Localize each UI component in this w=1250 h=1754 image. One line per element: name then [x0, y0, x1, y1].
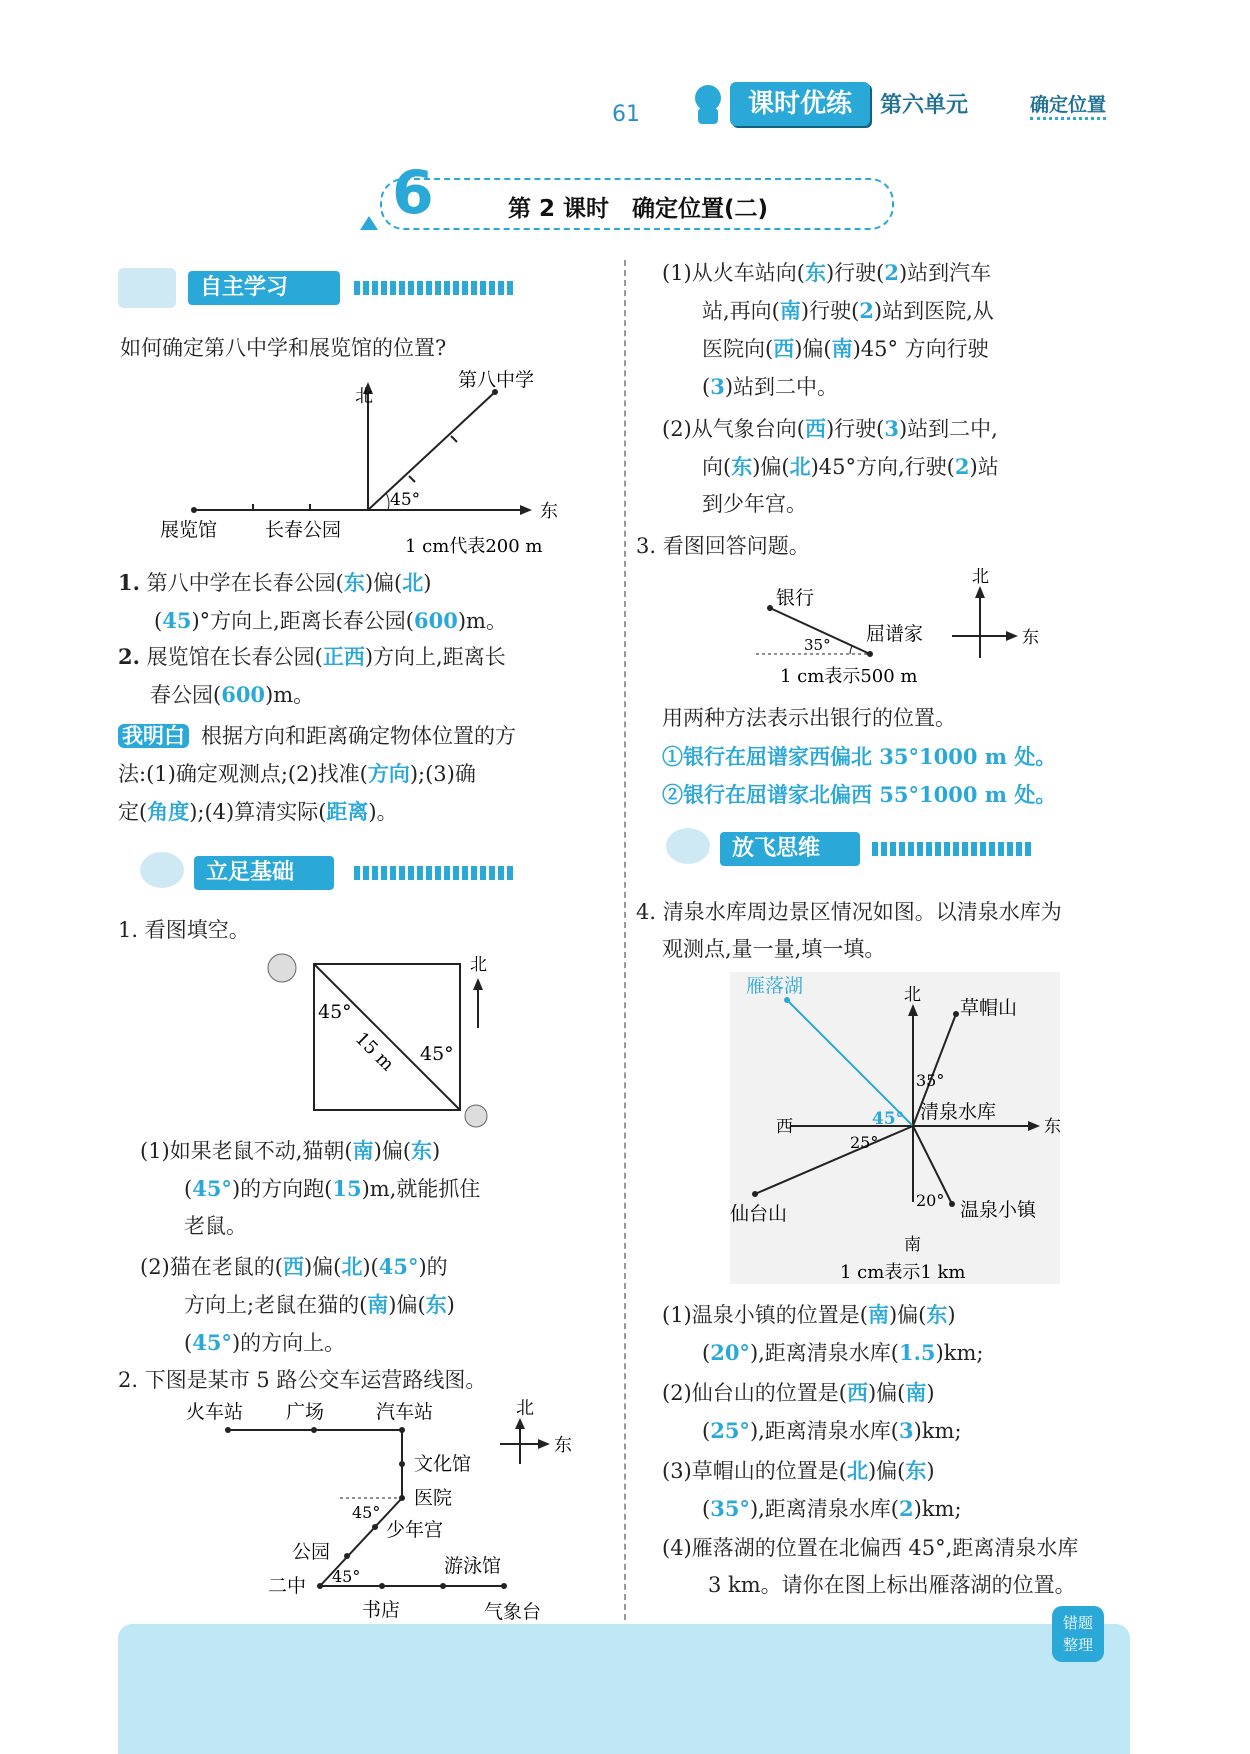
section-fly — [666, 828, 1036, 868]
text: (1)温泉小镇的位置是( — [662, 1303, 868, 1327]
text: )行驶( — [800, 299, 860, 323]
text: 定( — [118, 800, 148, 824]
answer: 距离 — [326, 799, 369, 824]
badge-line: 错题 — [1062, 1614, 1093, 1632]
text: )45° 方向行驶 — [852, 337, 989, 361]
text: )的方向跑( — [231, 1177, 333, 1201]
text: (3)草帽山的位置是( — [662, 1459, 847, 1483]
text: 站,再向( — [702, 299, 780, 323]
answer: 15 — [332, 1176, 362, 1201]
text: 4. 清泉水库周边景区情况如图。以清泉水库为 — [636, 900, 1062, 924]
q3-title: 3. 看图回答问题。 — [636, 534, 810, 558]
text: (2)仙台山的位置是( — [662, 1381, 847, 1405]
bank-diagram — [740, 568, 1060, 698]
lesson-number: 6 — [392, 158, 434, 228]
stop-label: 公园 — [292, 1541, 331, 1563]
self-study-question: 如何确定第八中学和展览馆的位置? — [120, 336, 447, 360]
answer: 西 — [773, 336, 795, 361]
text: )的方向上。 — [231, 1331, 346, 1355]
text: )行驶( — [825, 261, 885, 285]
angle-label: 35° — [804, 636, 831, 654]
answer: 20° — [710, 1340, 750, 1365]
text: ) — [446, 1293, 455, 1317]
section-stripe — [354, 281, 514, 295]
text: 根据方向和距离确定物体位置的方 — [201, 724, 516, 748]
error-notes-badge — [1052, 1606, 1104, 1662]
answer: 角度 — [147, 799, 190, 824]
text: 3 km。请你在图上标出雁落湖的位置。 — [708, 1573, 1076, 1597]
answer: 南 — [779, 298, 801, 323]
answer: 东 — [411, 1138, 433, 1163]
answer: 正西 — [322, 644, 365, 669]
text: )站到医院,从 — [873, 299, 994, 323]
text: ( — [184, 1331, 193, 1355]
text: (1)如果老鼠不动,猫朝( — [140, 1139, 353, 1163]
north-label: 北 — [904, 985, 921, 1005]
text: )。 — [368, 800, 398, 824]
hat-label: 草帽山 — [960, 997, 1018, 1019]
text: )偏( — [888, 1303, 927, 1327]
text: )偏( — [388, 1293, 426, 1317]
hotspring-label: 温泉小镇 — [960, 1199, 1037, 1221]
basics-q2-title: 2. 下图是某市 5 路公交车运营路线图。 — [118, 1368, 487, 1392]
wo-ming-bai-badge: 我明白 — [118, 724, 189, 748]
angle-label: 35° — [916, 1071, 945, 1090]
stop-label: 少年宫 — [386, 1519, 444, 1541]
angle-label: 45° — [420, 1043, 454, 1065]
section-stripe — [872, 842, 1032, 856]
reservoir-map — [720, 972, 1070, 1292]
text: )的 — [418, 1255, 448, 1279]
answer: 25° — [710, 1418, 750, 1443]
park-label: 长春公园 — [265, 519, 342, 541]
bird-icon — [666, 828, 710, 864]
text: 向( — [702, 455, 732, 479]
answer: 2 — [899, 1496, 914, 1521]
topic-label: 确定位置 — [1030, 90, 1106, 120]
text: ( — [702, 375, 711, 399]
text: 医院向( — [702, 337, 774, 361]
answer: 2 — [884, 260, 899, 285]
self-study-q2 — [118, 638, 618, 714]
text: ),距离清泉水库( — [749, 1341, 899, 1365]
answer: 东 — [926, 1302, 948, 1327]
answer: 3 — [710, 374, 725, 399]
center-label: 清泉水库 — [920, 1101, 997, 1123]
q3-answer-2: ②银行在屈谱家北偏西 55°1000 m 处。 — [662, 782, 1057, 807]
text: )偏( — [794, 337, 832, 361]
q-number: 1. — [118, 570, 140, 595]
cat-mouse-diagram — [250, 948, 510, 1128]
text: (1)从火车站向( — [662, 261, 805, 285]
answer: 南 — [367, 1292, 389, 1317]
text: )偏( — [373, 1139, 412, 1163]
stop-label: 火车站 — [186, 1401, 244, 1423]
text: )m,就能抓住 — [361, 1177, 481, 1201]
fill-answer-2 — [662, 1374, 1132, 1450]
stop-label: 气象台 — [484, 1601, 542, 1623]
answer: 方向 — [367, 761, 410, 786]
text: 观测点,量一量,填一填。 — [662, 937, 886, 961]
text: )( — [362, 1255, 379, 1279]
angle-label: 25° — [850, 1133, 879, 1152]
answer: 45° — [192, 1330, 232, 1355]
hall-label: 展览馆 — [160, 519, 218, 541]
unit-label: 第六单元 — [880, 93, 969, 118]
answer: 北 — [789, 454, 811, 479]
series-banner: 课时优练 — [730, 82, 870, 126]
text: )行驶( — [825, 417, 885, 441]
bus-route-map — [180, 1396, 600, 1626]
text: (4)雁落湖的位置在北偏西 45°,距离清泉水库 — [662, 1536, 1079, 1560]
text: )km; — [913, 1497, 962, 1521]
school-label: 第八中学 — [458, 370, 535, 391]
basics-p2 — [140, 1248, 620, 1362]
q3-text: 用两种方法表示出银行的位置。 — [662, 706, 956, 730]
mascot-icon — [686, 80, 730, 128]
text: (2)猫在老鼠的( — [140, 1255, 283, 1279]
angle-label: 45° — [352, 1503, 381, 1522]
answer: 北 — [341, 1254, 363, 1279]
answer: 西 — [804, 416, 826, 441]
answer: 2 — [859, 298, 874, 323]
stop-label: 书店 — [362, 1599, 401, 1621]
section-stripe — [354, 866, 514, 880]
answer: 北 — [402, 570, 424, 595]
answer: 45° — [378, 1254, 419, 1279]
text: )站到二中。 — [724, 375, 839, 399]
text: )偏( — [752, 455, 790, 479]
xiantai-label: 仙台山 — [730, 1203, 788, 1225]
summary — [118, 718, 618, 831]
answer: 1.5 — [899, 1340, 936, 1365]
text: )m。 — [457, 609, 507, 633]
pencil-icon — [118, 268, 176, 308]
q4-text — [636, 894, 1136, 968]
answer: 东 — [905, 1458, 927, 1483]
stop-label: 汽车站 — [376, 1401, 434, 1423]
section-title: 自主学习 — [188, 271, 340, 305]
east-label: 东 — [1022, 628, 1039, 648]
location-diagram-1 — [150, 370, 570, 560]
answer: 东 — [804, 260, 826, 285]
fill-answer-4 — [662, 1530, 1132, 1604]
q3-answer-1: ①银行在屈谱家西偏北 35°1000 m 处。 — [662, 744, 1057, 769]
section-title: 立足基础 — [194, 856, 334, 890]
north-label: 北 — [470, 955, 487, 975]
text: )°方向上,距离长春公园( — [191, 609, 414, 633]
bird-icon — [140, 852, 184, 888]
text: )km; — [913, 1419, 962, 1443]
distance-label: 15 m — [350, 1028, 398, 1076]
text: )偏( — [303, 1255, 342, 1279]
text: )偏( — [867, 1381, 906, 1405]
north-label: 北 — [972, 568, 989, 587]
text: ( — [702, 1497, 711, 1521]
answer: 东 — [343, 570, 365, 595]
text: )偏( — [364, 571, 403, 595]
bank-label: 银行 — [776, 587, 815, 609]
mouse-icon — [465, 1105, 487, 1127]
answer: 45 — [162, 608, 192, 633]
angle-label: 20° — [916, 1191, 945, 1210]
text: ) — [947, 1303, 956, 1327]
answer: 45° — [192, 1176, 232, 1201]
west-label: 西 — [776, 1117, 793, 1137]
text: ( — [184, 1177, 193, 1201]
stop-label: 游泳馆 — [444, 1555, 502, 1577]
angle-label: 45° — [872, 1109, 905, 1129]
page-number: 61 — [612, 102, 640, 127]
scale-label: 1 cm代表200 m — [405, 536, 543, 557]
answer: 南 — [831, 336, 853, 361]
text: )m。 — [265, 683, 315, 707]
cat-icon — [268, 954, 296, 982]
answer: 南 — [905, 1380, 927, 1405]
text: );(3)确 — [409, 762, 476, 786]
answer: 南 — [352, 1138, 374, 1163]
text: )方向上,距离长 — [364, 645, 506, 669]
section-basics — [140, 852, 520, 892]
answer: 西 — [282, 1254, 304, 1279]
text: ) — [432, 1139, 441, 1163]
text: ),距离清泉水库( — [749, 1497, 899, 1521]
answer: 3 — [884, 416, 899, 441]
stop-label: 医院 — [414, 1487, 453, 1509]
section-self-study — [118, 268, 518, 308]
self-study-q1 — [118, 564, 618, 640]
fill-answer-1 — [662, 1296, 1132, 1372]
scale-label: 1 cm表示500 m — [780, 666, 918, 687]
text: ( — [702, 1419, 711, 1443]
stop-label: 二中 — [268, 1575, 307, 1597]
east-label: 东 — [554, 1435, 572, 1456]
badge-line: 整理 — [1062, 1636, 1093, 1654]
text: );(4)算清实际( — [189, 800, 327, 824]
notes-area — [118, 1624, 1130, 1754]
text: 法:(1)确定观测点;(2)找准( — [118, 762, 368, 786]
section-title: 放飞思维 — [720, 832, 860, 866]
north-label: 北 — [516, 1398, 534, 1419]
home-label: 屈谱家 — [866, 623, 924, 645]
text: 老鼠。 — [184, 1214, 247, 1238]
answer: 南 — [867, 1302, 889, 1327]
text: 第八中学在长春公园( — [146, 571, 344, 595]
fill-answer-3 — [662, 1452, 1132, 1528]
text: ) — [926, 1381, 935, 1405]
answer: 600 — [221, 682, 266, 707]
text: 展览馆在长春公园( — [146, 645, 323, 669]
text: 方向上;老鼠在猫的( — [184, 1293, 368, 1317]
text: )km; — [935, 1341, 984, 1365]
answer: 北 — [846, 1458, 868, 1483]
text: )站到汽车 — [898, 261, 992, 285]
text: )45°方向,行驶( — [810, 455, 955, 479]
basics-p1 — [140, 1132, 620, 1245]
text: (2)从气象台向( — [662, 417, 805, 441]
answer: 35° — [710, 1496, 750, 1521]
text: ( — [702, 1341, 711, 1365]
text: ) — [926, 1459, 935, 1483]
north-label: 北 — [355, 386, 373, 407]
east-label: 东 — [540, 501, 558, 522]
stop-label: 广场 — [286, 1401, 325, 1423]
text: )偏( — [867, 1459, 906, 1483]
answer: 2 — [954, 454, 970, 479]
lake-label: 雁落湖 — [746, 975, 804, 997]
scale-label: 1 cm表示1 km — [840, 1262, 966, 1283]
column-divider — [624, 260, 626, 1620]
angle-label: 45° — [332, 1567, 361, 1586]
route-answer-1 — [662, 254, 1132, 406]
basics-q1-title: 1. 看图填空。 — [118, 918, 250, 942]
text: 到少年宫。 — [702, 492, 807, 516]
east-label: 东 — [1044, 1117, 1061, 1137]
south-label: 南 — [904, 1235, 921, 1255]
answer: 西 — [846, 1380, 868, 1405]
angle-label: 45° — [390, 490, 421, 510]
text: ),距离清泉水库( — [749, 1419, 899, 1443]
q-number: 2. — [118, 644, 140, 669]
stop-label: 文化馆 — [414, 1453, 472, 1475]
answer: 3 — [899, 1418, 914, 1443]
text: )站到二中, — [898, 417, 998, 441]
text: )站 — [969, 455, 999, 479]
route-answer-2 — [662, 410, 1132, 523]
text: ) — [423, 571, 432, 595]
text: ( — [154, 609, 163, 633]
text: 春公园( — [150, 683, 222, 707]
answer: 东 — [425, 1292, 447, 1317]
answer: 600 — [414, 608, 458, 633]
answer: 东 — [731, 454, 753, 479]
triangle-icon — [360, 216, 378, 230]
lesson-title: 第 2 课时 确定位置(二) — [508, 196, 769, 222]
angle-label: 45° — [318, 1001, 352, 1023]
